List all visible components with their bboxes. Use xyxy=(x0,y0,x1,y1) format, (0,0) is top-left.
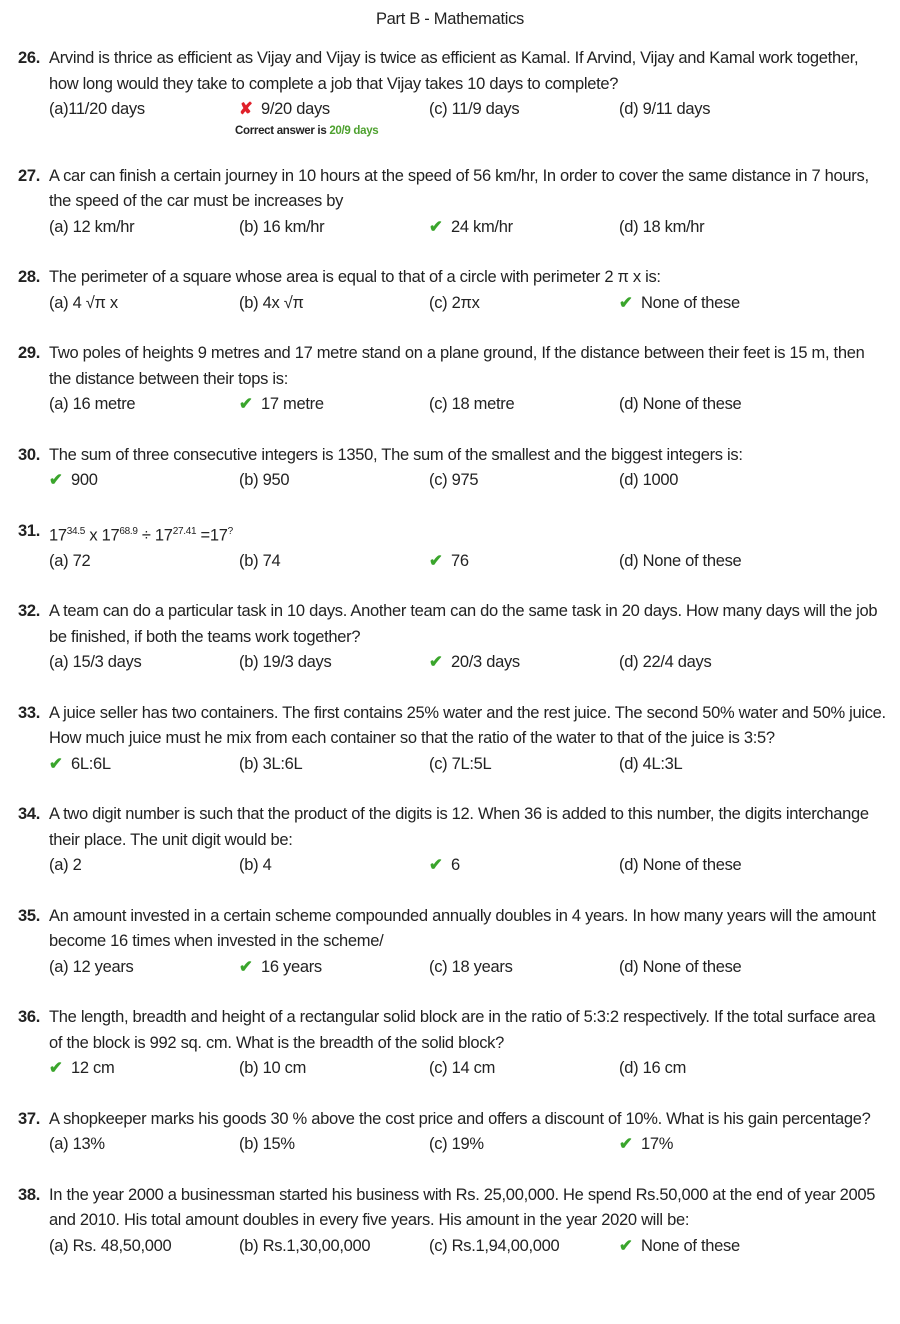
option-d xyxy=(619,392,741,418)
question-30 xyxy=(18,443,888,494)
option-text: 16 km/hr xyxy=(262,217,325,236)
option-letter: (a) xyxy=(49,293,69,312)
check-mark-icon: ✔ xyxy=(49,1059,63,1077)
option-text: 76 xyxy=(451,551,469,570)
option-text: 14 cm xyxy=(451,1059,496,1077)
option-d xyxy=(619,752,682,778)
cross-mark-icon: ✘ xyxy=(239,100,253,118)
option-text: 7L:5L xyxy=(451,754,492,773)
option-text: 3L:6L xyxy=(262,754,303,773)
question-text: The perimeter of a square whose area is equal to that of a circle with perimeter 2 π x is: xyxy=(49,268,661,286)
option-c xyxy=(429,97,519,123)
question-33 xyxy=(18,701,888,778)
option-letter: (c) xyxy=(429,1135,448,1153)
option-text: 22/4 days xyxy=(642,653,712,671)
option-letter: (a) xyxy=(49,100,69,118)
question-number: 31. xyxy=(18,521,41,540)
option-letter: (d) xyxy=(619,653,639,671)
option-text: 10 cm xyxy=(262,1059,307,1077)
option-text: 12 cm xyxy=(71,1059,115,1077)
question-28 xyxy=(18,265,888,316)
question-number: 26. xyxy=(18,49,41,67)
options-row xyxy=(49,1234,888,1260)
option-letter: (d) xyxy=(619,100,639,118)
options-row xyxy=(49,215,888,241)
option-text: 17% xyxy=(641,1135,674,1153)
option-text: 1000 xyxy=(642,471,679,489)
option-letter: (b) xyxy=(239,1135,259,1153)
option-letter: (a) xyxy=(49,957,69,976)
option-a xyxy=(49,650,141,676)
option-d xyxy=(619,1056,686,1082)
option-text: 20/3 days xyxy=(451,653,520,671)
check-mark-icon: ✔ xyxy=(429,856,443,874)
options-row xyxy=(49,392,888,418)
option-text: Rs.1,30,00,000 xyxy=(262,1236,371,1255)
option-text: None of these xyxy=(642,856,742,874)
option-text: None of these xyxy=(641,293,740,312)
option-a xyxy=(49,215,134,241)
option-c xyxy=(429,215,513,241)
option-text: 19% xyxy=(451,1135,484,1153)
question-number: 29. xyxy=(18,344,41,362)
option-a xyxy=(49,752,111,778)
question-number: 27. xyxy=(18,166,41,185)
option-letter: (d) xyxy=(619,217,639,236)
option-text: 2 xyxy=(72,856,82,874)
option-letter: (d) xyxy=(619,856,639,874)
check-mark-icon: ✔ xyxy=(429,217,443,236)
option-letter: (a) xyxy=(49,653,69,671)
question-number: 36. xyxy=(18,1008,41,1026)
option-b xyxy=(239,853,271,879)
check-mark-icon: ✔ xyxy=(619,293,633,312)
option-text: 16 years xyxy=(261,957,322,976)
option-letter: (b) xyxy=(239,856,259,874)
option-letter: (c) xyxy=(429,293,448,312)
question-text: Arvind is thrice as efficient as Vijay and Vijay is twice as efficient as Kamal. If Arvind, Vijay and Kamal work together, how long would they take to complete a job that Vijay takes 10 days to complete? xyxy=(49,49,859,93)
option-b xyxy=(239,549,280,575)
check-mark-icon: ✔ xyxy=(619,1236,633,1255)
options-row xyxy=(49,97,888,123)
option-d xyxy=(619,215,704,241)
option-c xyxy=(429,291,480,317)
option-letter: (d) xyxy=(619,1059,639,1077)
option-c xyxy=(429,1234,559,1260)
option-text: 16 metre xyxy=(72,395,136,413)
question-36 xyxy=(18,1005,888,1082)
option-text: 12 km/hr xyxy=(72,217,135,236)
option-letter: (a) xyxy=(49,1236,69,1255)
option-text: 18 years xyxy=(451,957,513,976)
options-row xyxy=(49,468,888,494)
question-number: 38. xyxy=(18,1185,41,1204)
option-text: 16 cm xyxy=(642,1059,687,1077)
question-text: A juice seller has two containers. The first contains 25% water and the rest juice. The second 50% water and 50% juice. How much juice must he mix from each container so that the ratio of the water to that of the juice is 3:5? xyxy=(49,703,886,747)
option-b xyxy=(239,955,322,981)
option-letter: (a) xyxy=(49,395,69,413)
check-mark-icon: ✔ xyxy=(239,957,253,976)
question-text: A car can finish a certain journey in 10 hours at the speed of 56 km/hr, In order to cover the same distance in 7 hours, the speed of the car must be increases by xyxy=(49,166,869,210)
option-letter: (c) xyxy=(429,957,448,976)
question-27 xyxy=(18,164,888,241)
question-number: 32. xyxy=(18,602,41,620)
option-letter: (a) xyxy=(49,1135,69,1153)
check-mark-icon: ✔ xyxy=(429,653,443,671)
option-letter: (d) xyxy=(619,754,639,773)
option-c xyxy=(429,955,513,981)
option-a xyxy=(49,291,118,317)
option-text: None of these xyxy=(642,551,742,570)
option-a xyxy=(49,468,98,494)
option-b xyxy=(239,291,304,317)
check-mark-icon: ✔ xyxy=(429,551,443,570)
option-a xyxy=(49,392,135,418)
option-c xyxy=(429,1056,495,1082)
question-35 xyxy=(18,904,888,981)
option-text: None of these xyxy=(641,1236,740,1255)
question-32 xyxy=(18,599,888,676)
option-letter: (d) xyxy=(619,471,639,489)
option-text: 18 km/hr xyxy=(642,217,705,236)
option-letter: (b) xyxy=(239,1236,259,1255)
options-row xyxy=(49,853,888,879)
option-letter: (c) xyxy=(429,471,448,489)
option-b xyxy=(239,215,324,241)
question-number: 33. xyxy=(18,703,41,722)
option-letter: (c) xyxy=(429,1236,448,1255)
option-a xyxy=(49,853,81,879)
option-letter: (b) xyxy=(239,551,259,570)
option-text: 4L:3L xyxy=(642,754,683,773)
option-c xyxy=(429,853,460,879)
option-c xyxy=(429,752,491,778)
option-d xyxy=(619,97,710,123)
option-letter: (b) xyxy=(239,653,259,671)
option-d xyxy=(619,549,741,575)
question-31 xyxy=(18,519,888,575)
question-text: Two poles of heights 9 metres and 17 metre stand on a plane ground, If the distance between their feet is 15 m, then the distance between their tops is: xyxy=(49,344,865,388)
option-letter: (c) xyxy=(429,100,448,118)
option-b xyxy=(239,650,331,676)
option-letter: (d) xyxy=(619,551,639,570)
question-38 xyxy=(18,1183,888,1260)
question-list xyxy=(0,38,900,1294)
option-b xyxy=(239,97,330,123)
question-text: The sum of three consecutive integers is 1350, The sum of the smallest and the biggest integers is: xyxy=(49,445,743,464)
option-b xyxy=(239,1056,306,1082)
option-d xyxy=(619,955,741,981)
option-c xyxy=(429,549,469,575)
options-row xyxy=(49,752,888,778)
option-text: None of these xyxy=(642,395,742,413)
check-mark-icon: ✔ xyxy=(619,1135,633,1153)
options-row xyxy=(49,291,888,317)
options-row xyxy=(49,1132,888,1158)
option-text: Rs. 48,50,000 xyxy=(72,1236,172,1255)
option-letter: (d) xyxy=(619,957,639,976)
option-a xyxy=(49,97,145,123)
option-c xyxy=(429,650,520,676)
option-a xyxy=(49,1234,171,1260)
question-number: 34. xyxy=(18,805,41,823)
check-mark-icon: ✔ xyxy=(49,471,63,489)
option-text: 975 xyxy=(451,471,479,489)
option-letter: (a) xyxy=(49,856,69,874)
correct-answer-note: Correct answer is 20/9 days xyxy=(235,124,379,137)
option-d xyxy=(619,853,741,879)
option-text: 950 xyxy=(262,471,290,489)
page-title: Part B - Mathematics xyxy=(375,10,525,28)
option-d xyxy=(619,1234,740,1260)
option-text: 2πx xyxy=(451,293,480,312)
option-text: 19/3 days xyxy=(262,653,332,671)
option-text: 74 xyxy=(262,551,281,570)
options-row xyxy=(49,650,888,676)
option-letter: (d) xyxy=(619,395,639,413)
option-text: 4 √π x xyxy=(72,293,118,312)
question-29 xyxy=(18,341,888,418)
question-number: 30. xyxy=(18,445,41,464)
option-b xyxy=(239,392,324,418)
option-text: 15% xyxy=(262,1135,295,1153)
option-b xyxy=(239,752,302,778)
option-text: 4 xyxy=(262,856,272,874)
question-number: 35. xyxy=(18,906,41,925)
option-a xyxy=(49,955,133,981)
option-text: 15/3 days xyxy=(72,653,142,671)
option-letter: (a) xyxy=(49,217,69,236)
question-text: $17^{34.5}$ x $17^{68.9} \div 17^{27.41} =17^?$ xyxy=(49,525,233,544)
option-a xyxy=(49,1056,114,1082)
option-text: 12 years xyxy=(72,957,134,976)
question-text: An amount invested in a certain scheme compounded annually doubles in 4 years. In how many years will the amount become 16 times when invested in the scheme/ xyxy=(49,906,876,950)
option-letter: (b) xyxy=(239,293,259,312)
option-text: 11/9 days xyxy=(451,100,520,118)
option-text: 13% xyxy=(72,1135,105,1153)
option-text: 11/20 days xyxy=(68,100,145,118)
option-letter: (b) xyxy=(239,1059,259,1077)
question-number: 37. xyxy=(18,1109,41,1128)
option-letter: (c) xyxy=(429,754,448,773)
option-text: 9/20 days xyxy=(261,100,330,118)
option-d xyxy=(619,650,711,676)
question-37 xyxy=(18,1107,888,1158)
options-row xyxy=(49,1056,888,1082)
option-text: 9/11 days xyxy=(642,100,711,118)
option-letter: (b) xyxy=(239,754,259,773)
option-text: 17 metre xyxy=(261,395,324,413)
option-d xyxy=(619,468,678,494)
question-34 xyxy=(18,802,888,879)
option-b xyxy=(239,468,289,494)
option-text: 6 xyxy=(451,856,460,874)
option-c xyxy=(429,1132,484,1158)
option-text: Rs.1,94,00,000 xyxy=(451,1236,560,1255)
question-text: The length, breadth and height of a rectangular solid block are in the ratio of 5:3:2 respectively. If the total surface area of the block is 992 sq. cm. What is the breadth of the solid block? xyxy=(49,1008,876,1052)
question-text: A team can do a particular task in 10 days. Another team can do the same task in 20 days. How many days will the job be finished, if both the teams work together? xyxy=(49,602,878,646)
option-text: None of these xyxy=(642,957,742,976)
question-number: 28. xyxy=(18,268,41,286)
options-row xyxy=(49,549,888,575)
question-text: A two digit number is such that the product of the digits is 12. When 36 is added to this number, the digits interchange their place. The unit digit would be: xyxy=(49,805,869,849)
option-text: 24 km/hr xyxy=(451,217,513,236)
option-a xyxy=(49,1132,105,1158)
option-text: 6L:6L xyxy=(71,754,111,773)
option-text: 4x √π xyxy=(262,293,304,312)
option-letter: (a) xyxy=(49,551,69,570)
option-text: 18 metre xyxy=(451,395,515,413)
options-row xyxy=(49,955,888,981)
question-26 xyxy=(18,46,888,139)
option-c xyxy=(429,392,514,418)
option-d xyxy=(619,291,740,317)
option-letter: (b) xyxy=(239,471,259,489)
option-letter: (c) xyxy=(429,1059,448,1077)
option-text: 72 xyxy=(72,551,91,570)
question-text: In the year 2000 a businessman started his business with Rs. 25,00,000. He spend Rs.50,000 at the end of year 2005 and 2010. His total amount doubles in every five years. His amount in the year 2020 will be: xyxy=(49,1185,876,1229)
option-c xyxy=(429,468,478,494)
check-mark-icon: ✔ xyxy=(239,395,253,413)
check-mark-icon: ✔ xyxy=(49,754,63,773)
option-a xyxy=(49,549,90,575)
option-letter: (c) xyxy=(429,395,448,413)
option-b xyxy=(239,1132,295,1158)
option-text: 900 xyxy=(71,471,98,489)
question-text: A shopkeeper marks his goods 30 % above the cost price and offers a discount of 10%. What is his gain percentage? xyxy=(49,1109,871,1128)
option-b xyxy=(239,1234,370,1260)
option-d xyxy=(619,1132,673,1158)
option-letter: (b) xyxy=(239,217,259,236)
